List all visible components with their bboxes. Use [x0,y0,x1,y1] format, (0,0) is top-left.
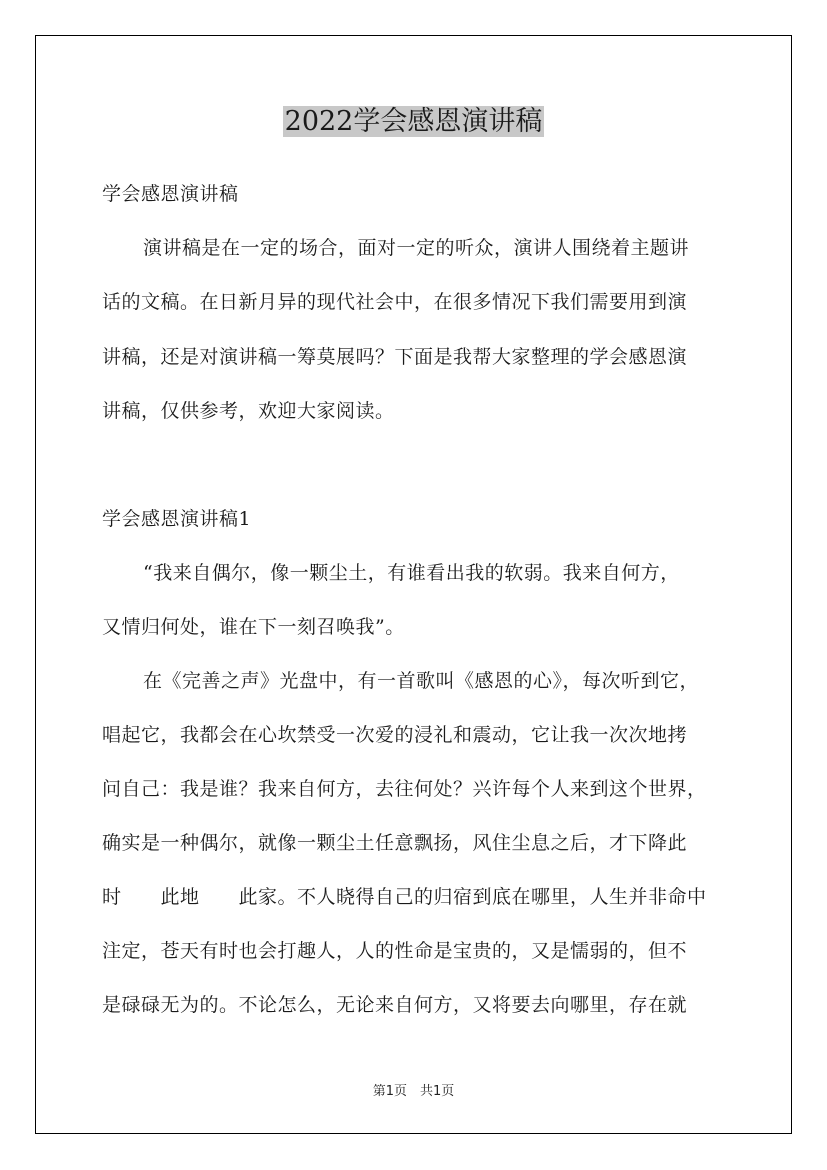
body-line-3: 问自己：我是谁？我来自何方，去往何处？兴许每个人来到这个世界， [102,778,707,800]
page-footer: 第1页 共1页 [372,1084,455,1099]
body-line-1: 在《完善之声》光盘中，有一首歌叫《感恩的心》，每次听到它， [143,670,700,692]
body-line-6: 注定，苍天有时也会打趣人，人的性命是宝贵的，又是懦弱的，但不 [102,940,688,962]
body-line-7: 是碌碌无为的。不论怎么，无论来自何方，又将要去向哪里，存在就 [102,994,688,1016]
document-heading: 学会感恩演讲稿 [102,183,239,205]
intro-line-3: 讲稿，还是对演讲稿一筹莫展吗？下面是我帮大家整理的学会感恩演 [102,346,688,368]
intro-line-1: 演讲稿是在一定的场合，面对一定的听众，演讲人围绕着主题讲 [143,237,690,259]
intro-line-2: 话的文稿。在日新月异的现代社会中，在很多情况下我们需要用到演 [102,291,688,313]
quote-line-1: “我来自偶尔，像一颗尘土，有谁看出我的软弱。我来自何方， [143,562,680,584]
section-heading: 学会感恩演讲稿1 [102,508,252,530]
body-line-2: 唱起它，我都会在心坎禁受一次爱的浸礼和震动，它让我一次次地拷 [102,724,688,746]
body-line-5: 时 此地 此家。不人晓得自己的归宿到底在哪里，人生并非命中 [102,886,707,908]
document-title [0,103,827,141]
quote-line-2: 又情归何处，谁在下一刻召唤我”。 [102,616,405,638]
intro-line-4: 讲稿，仅供参考，欢迎大家阅读。 [102,400,395,422]
body-line-4: 确实是一种偶尔，就像一颗尘土任意飘扬，风住尘息之后，才下降此 [102,832,688,854]
document-title-text: 2022学会感恩演讲稿 [284,106,543,137]
